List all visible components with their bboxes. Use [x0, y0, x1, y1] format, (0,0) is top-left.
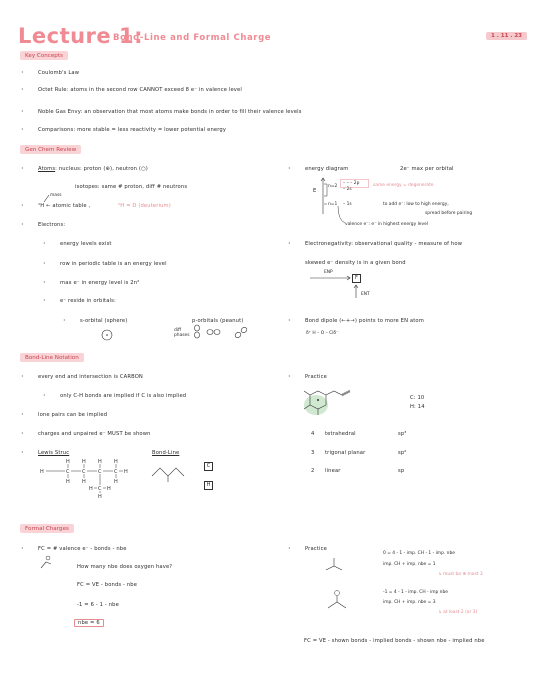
- p-orbital-icon: [192, 324, 262, 342]
- p-orbital-label: p-orbitals (peanut): [192, 318, 244, 324]
- s-orbital-icon: [100, 328, 114, 342]
- geometry-shape: trigonal planar: [325, 450, 366, 456]
- hydrogen-count: H: 14: [410, 404, 425, 410]
- geometry-hybrid: sp: [398, 468, 405, 474]
- fc-answer: nbe = 6: [74, 619, 104, 627]
- electrons-label: · Electrons:: [38, 222, 65, 228]
- bond-line-item: · every end and intersection is CARBON: [38, 374, 143, 380]
- energy-diagram-label: · energy diagram: [305, 166, 348, 172]
- formal-summary: FC = VE - shown bonds - implied bonds - shown nbe - implied nbe: [304, 638, 485, 644]
- fc-equation-2: FC = VE - bonds - nbe: [77, 582, 138, 588]
- svg-text:H: H: [66, 459, 70, 465]
- svg-text:H: H: [82, 479, 86, 485]
- h-isotope: [38, 203, 90, 209]
- svg-text:C: C: [114, 469, 118, 475]
- practice-2-note: ↳ at least 2 (or 3): [438, 610, 478, 615]
- svg-text:H: H: [98, 459, 102, 465]
- electron-item: · row in periodic table is an energy level: [60, 261, 167, 267]
- energy-axis-label: E: [313, 188, 317, 194]
- geometry-shape: linear: [325, 468, 341, 474]
- svg-text:H: H: [107, 486, 111, 492]
- svg-text:C: C: [66, 469, 70, 475]
- fc-calculation: -1 = 6 - 1 - nbe: [77, 602, 119, 608]
- degenerate-note: same energy = degenerate: [373, 183, 434, 188]
- orbital-1s-label: 1s: [346, 202, 352, 207]
- practice-molecule-2: [326, 590, 356, 612]
- electron-item: · energy levels exist: [60, 241, 112, 247]
- section-key-concepts: Key Concepts: [20, 51, 68, 60]
- atoms-label-text: Atoms: [38, 166, 56, 172]
- key-concept-item: · Coulomb's Law: [38, 70, 79, 76]
- diff-phases-label: diff phases: [174, 328, 190, 338]
- valence-note: valence e⁻: e⁻ in highest energy level: [345, 222, 429, 227]
- bond-line-item: · only C-H bonds are implied if C is also implied: [60, 393, 186, 399]
- formal-practice-label: · Practice: [305, 546, 327, 552]
- degenerate-box: [340, 179, 370, 189]
- svg-text:H: H: [114, 479, 118, 485]
- energy-axis-icon: [320, 176, 328, 216]
- dipole-molecule: δ⁺ H – O – Clδ⁻: [306, 331, 339, 336]
- practice-molecule-diagram: [296, 383, 366, 423]
- section-formal-charges: Formal Charges: [20, 524, 74, 533]
- bond-line-diagram: [150, 462, 190, 482]
- ent-arrow-icon: [354, 284, 358, 298]
- key-concept-item: · Comparisons: more stable = less reactivity = lower potential energy: [38, 127, 226, 133]
- max-per-orbital: 2e⁻ max per orbital: [400, 166, 454, 172]
- deuterium-note: ²H = D (deuterium): [118, 203, 171, 209]
- spread-note: spread before pairing: [425, 211, 473, 216]
- practice-1-note: ↳ must be ⊕ most 3: [438, 572, 483, 577]
- level-n2: n=2: [328, 184, 338, 189]
- bond-line-label: Bond-Line: [152, 450, 180, 456]
- lewis-structure-diagram: [40, 458, 130, 498]
- bond-line-item: · charges and unpaired e⁻ MUST be shown: [38, 431, 151, 437]
- enp-arrow-icon: [310, 276, 355, 280]
- oxygen-structure-diagram: [38, 554, 54, 570]
- bond-line-item: · lone pairs can be implied: [38, 412, 107, 418]
- carbon-count: C: 10: [410, 395, 425, 401]
- lecture-date: 1 . 11 . 23: [486, 32, 527, 40]
- mass-arrow-icon: [43, 193, 51, 203]
- geometry-hybrid: sp³: [398, 431, 407, 437]
- electron-item: · e⁻ reside in orbitals:: [60, 298, 116, 304]
- geometry-shape: tetrahedral: [325, 431, 356, 437]
- electron-item: · max e⁻ in energy level is 2n²: [60, 280, 139, 286]
- practice-molecule-1: [324, 556, 354, 576]
- section-gen-chem: Gen Chem Review: [20, 145, 81, 154]
- section-bond-line: Bond-Line Notation: [20, 353, 84, 362]
- isotopes-text: isotopes: same # proton, diff # neutrons: [75, 184, 188, 190]
- orbital-2s-label: 2s: [346, 187, 352, 192]
- svg-text:C: C: [98, 486, 102, 492]
- key-concept-item: · Octet Rule: atoms in the second row CANNOT exceed 8 e⁻ in valence level: [38, 87, 242, 93]
- geometry-hybrid: sp²: [398, 450, 407, 456]
- add-electron-note: to add e⁻: low to high energy,: [383, 202, 449, 207]
- svg-text:H: H: [66, 479, 70, 485]
- mass-label: mass: [50, 193, 62, 198]
- geometry-count: 3: [311, 450, 315, 456]
- atoms-label: [38, 166, 148, 172]
- lecture-subtitle: Bond-Line and Formal Charge: [113, 33, 272, 43]
- geometry-count: 2: [311, 468, 315, 474]
- lecture-title: Lecture 1:: [18, 24, 143, 48]
- hydrogen-box: H: [204, 481, 213, 490]
- atoms-nucleus: : nucleus: proton (⊕), neutron (○): [55, 166, 148, 172]
- practice-1-equation: 0 = 4 - 1 - imp. CH - 1 - imp. nbe: [383, 551, 455, 556]
- ent-label: ENT: [361, 292, 370, 297]
- fluorine-box: F: [352, 274, 361, 283]
- electronegativity-text: · Electronegativity: observational quality - measure of how: [305, 241, 462, 247]
- practice-1-implied: imp. CH + imp. nbe = 1: [383, 562, 436, 567]
- svg-text:H: H: [82, 459, 86, 465]
- electronegativity-text-2: skewed e⁻ density is in a given bond: [305, 260, 406, 266]
- svg-text:C: C: [82, 469, 86, 475]
- svg-text:H: H: [89, 486, 93, 492]
- geometry-count: 4: [311, 431, 315, 437]
- valence-arrow-icon: [336, 205, 346, 225]
- orbital-1s: – 1s: [343, 202, 352, 207]
- orbital-2p-label: 2p: [353, 181, 360, 186]
- fc-equation: · FC = # valence e⁻ - bonds - nbe: [38, 546, 127, 552]
- oxygen-question: How many nbe does oxygen have?: [77, 564, 173, 570]
- svg-text:H: H: [114, 459, 118, 465]
- h-symbol: ¹H: [38, 203, 45, 209]
- practice-label: · Practice: [305, 374, 327, 380]
- carbon-box: C: [204, 462, 213, 471]
- practice-2-implied: imp. CH + imp. nbe = 3: [383, 600, 436, 605]
- practice-2-equation: -1 = 4 - 1 - imp. CH - imp nbe: [383, 590, 448, 595]
- orbital-2p: – – – 2p: [343, 181, 360, 186]
- bond-dipole-text: · Bond dipole (←+→) points to more EN atom: [305, 318, 424, 324]
- enp-label: ENP: [324, 270, 333, 275]
- svg-text:H: H: [98, 494, 102, 500]
- orbital-2s: – 2s: [343, 187, 352, 192]
- svg-text:C: C: [98, 469, 102, 475]
- svg-text:H: H: [40, 469, 44, 475]
- atomic-table-note: ← atomic table ,: [46, 203, 91, 209]
- s-orbital-label: · s-orbital (sphere): [80, 318, 127, 324]
- lewis-structure-label: · Lewis Struc: [38, 450, 69, 456]
- key-concept-item: · Noble Gas Envy: an observation that most atoms make bonds in order to fill their valence levels: [38, 109, 302, 115]
- level-n1: n=1: [328, 202, 338, 207]
- svg-text:H: H: [124, 469, 128, 475]
